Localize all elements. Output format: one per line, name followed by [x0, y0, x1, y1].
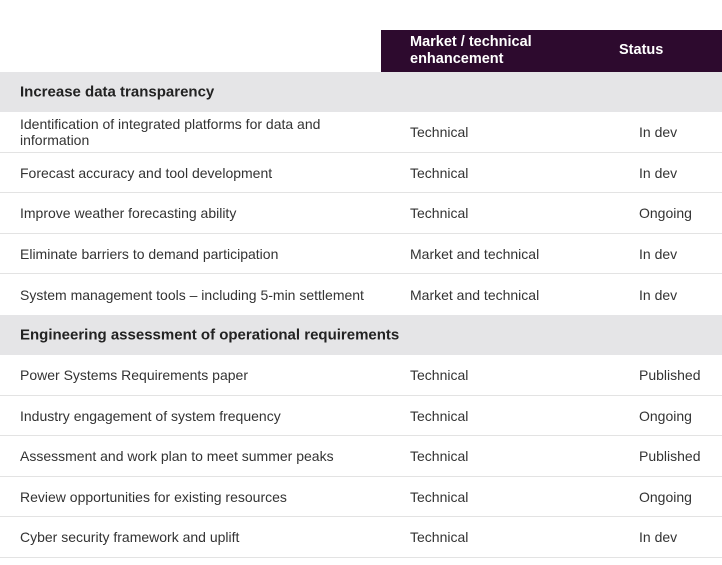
status-cell: In dev: [639, 245, 678, 262]
status-cell: In dev: [639, 124, 678, 140]
header-enhancement: Market / technical enhancement: [410, 34, 532, 67]
status-cell: In dev: [639, 286, 678, 303]
table-row: [0, 396, 722, 436]
section-title: Engineering assessment of operational requirements: [20, 326, 400, 344]
header-status: Status: [619, 42, 664, 58]
table-row: [0, 234, 722, 274]
item-cell: Forecast accuracy and tool development: [20, 164, 273, 181]
type-cell: Technical: [410, 407, 469, 424]
table-row: [0, 112, 722, 153]
type-cell: Technical: [410, 205, 469, 221]
type-cell: Market and technical: [410, 245, 540, 262]
status-cell: Ongoing: [639, 205, 692, 221]
table-row: [0, 436, 722, 477]
type-cell: Technical: [410, 124, 469, 140]
table-row: [0, 193, 722, 234]
item-cell: Identification of integrated platforms for data and information: [20, 116, 321, 148]
section-header: [0, 315, 722, 355]
table-row: [0, 274, 722, 315]
item-cell: Improve weather forecasting ability: [20, 205, 237, 221]
section-header: [0, 72, 722, 112]
type-cell: Technical: [410, 164, 469, 181]
item-cell: Industry engagement of system frequency: [20, 407, 281, 424]
table-row: [0, 153, 722, 193]
status-cell: In dev: [639, 529, 678, 545]
type-cell: Technical: [410, 448, 469, 464]
table-header: [381, 30, 722, 72]
item-cell: Eliminate barriers to demand participation: [20, 245, 279, 262]
section-title: Increase data transparency: [20, 83, 215, 101]
item-cell: Cyber security framework and uplift: [20, 529, 240, 545]
table-row: [0, 477, 722, 517]
type-cell: Technical: [410, 529, 469, 545]
status-cell: Ongoing: [639, 488, 692, 505]
status-cell: In dev: [639, 164, 678, 181]
table-row: [0, 517, 722, 558]
status-cell: Ongoing: [639, 407, 692, 424]
item-cell: Power Systems Requirements paper: [20, 367, 248, 383]
table-row: [0, 355, 722, 396]
status-cell: Published: [639, 367, 701, 383]
item-cell: Assessment and work plan to meet summer peaks: [20, 448, 334, 464]
status-cell: Published: [639, 448, 701, 464]
item-cell: Review opportunities for existing resources: [20, 488, 287, 505]
item-cell: System management tools – including 5-min settlement: [20, 286, 364, 303]
type-cell: Technical: [410, 488, 469, 505]
type-cell: Market and technical: [410, 286, 540, 303]
type-cell: Technical: [410, 367, 469, 383]
